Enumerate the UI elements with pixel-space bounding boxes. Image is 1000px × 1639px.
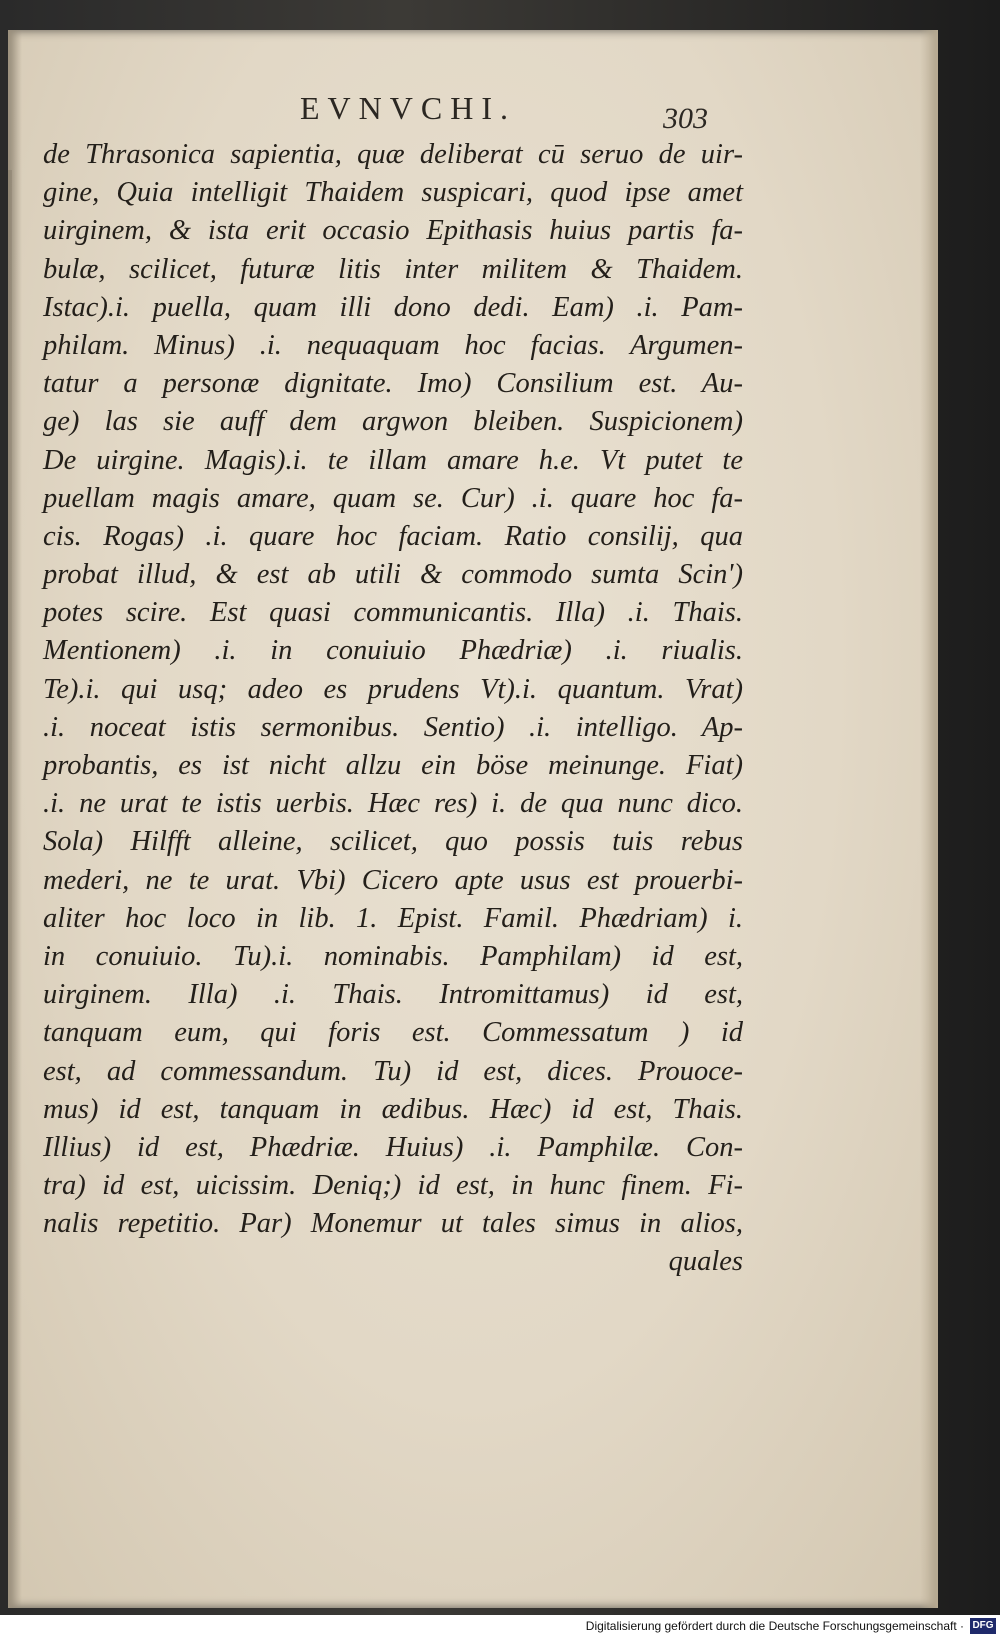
text-line: Sola) Hilfft alleine, scilicet, quo possis tuis rebus xyxy=(43,826,743,858)
text-line: .i. ne urat te istis uerbis. Hæc res) i. de qua nunc dico. xyxy=(43,788,743,820)
text-line: ge) las sie auff dem argwon bleiben. Suspicionem) xyxy=(43,406,743,438)
book-page xyxy=(8,30,938,1608)
funding-credit: Digitalisierung gefördert durch die Deutsche Forschungsgemeinschaft · xyxy=(585,1619,964,1633)
text-line: tatur a personæ dignitate. Imo) Consilium est. Au- xyxy=(43,368,743,400)
text-line: tra) id est, uicissim. Deniq;) id est, in hunc finem. Fi- xyxy=(43,1170,743,1202)
text-line: est, ad commessandum. Tu) id est, dices. Prouoce- xyxy=(43,1055,743,1087)
text-line: .i. noceat istis sermonibus. Sentio) .i. intelligo. Ap- xyxy=(43,711,743,743)
text-line: Illius) id est, Phædriæ. Huius) .i. Pamphilæ. Con- xyxy=(43,1131,743,1163)
text-line: philam. Minus) .i. nequaquam hoc facias. Argumen- xyxy=(43,329,743,361)
text-line: probat illud, & est ab utili & commodo sumta Scin') xyxy=(43,559,743,591)
text-line: tanquam eum, qui foris est. Commessatum ) id xyxy=(43,1017,743,1049)
text-line: potes scire. Est quasi communicantis. Illa) .i. Thais. xyxy=(43,597,743,629)
text-line: mus) id est, tanquam in ædibus. Hæc) id est, Thais. xyxy=(43,1093,743,1125)
text-line: aliter hoc loco in lib. 1. Epist. Famil. Phædriam) i. xyxy=(43,902,743,934)
catchword: quales xyxy=(668,1246,743,1278)
running-head: EVNVCHI. xyxy=(300,90,516,126)
text-line: cis. Rogas) .i. quare hoc faciam. Ratio consilij, qua xyxy=(43,520,743,552)
gutter-bleed-mark xyxy=(8,170,12,1170)
text-line: de Thrasonica sapientia, quæ deliberat cū seruo de uir- xyxy=(43,139,743,170)
digitization-footer xyxy=(0,1615,1000,1639)
text-line: gine, Quia intelligit Thaidem suspicari, quod ipse amet xyxy=(43,177,743,209)
text-line: Te).i. qui usq; adeo es prudens Vt).i. quantum. Vrat) xyxy=(43,673,743,705)
text-line: uirginem. Illa) .i. Thais. Intromittamus) id est, xyxy=(43,979,743,1011)
dfg-logo: DFG xyxy=(970,1618,996,1634)
text-line: probantis, es ist nicht allzu ein böse meinunge. Fiat) xyxy=(43,750,743,781)
text-line: uirginem, & ista erit occasio Epithasis huius partis fa- xyxy=(43,215,743,247)
text-line: Mentionem) .i. in conuiuio Phædriæ) .i. riualis. xyxy=(43,635,743,667)
text-line: Istac).i. puella, quam illi dono dedi. Eam) .i. Pam- xyxy=(43,291,743,323)
text-line: in conuiuio. Tu).i. nominabis. Pamphilam) id est, xyxy=(43,940,743,972)
text-line: mederi, ne te urat. Vbi) Cicero apte usus est prouerbi- xyxy=(43,864,743,896)
page-number: 303 xyxy=(663,102,708,135)
text-line: bulæ, scilicet, futuræ litis inter militem & Thaidem. xyxy=(43,253,743,285)
text-line: puellam magis amare, quam se. Cur) .i. quare hoc fa- xyxy=(43,482,743,514)
text-line: De uirgine. Magis).i. te illam amare h.e. Vt putet te xyxy=(43,444,743,476)
commentary-text xyxy=(43,136,743,1282)
text-line: nalis repetitio. Par) Monemur ut tales simus in alios, xyxy=(43,1208,743,1240)
page-outer-edge xyxy=(920,30,938,1608)
